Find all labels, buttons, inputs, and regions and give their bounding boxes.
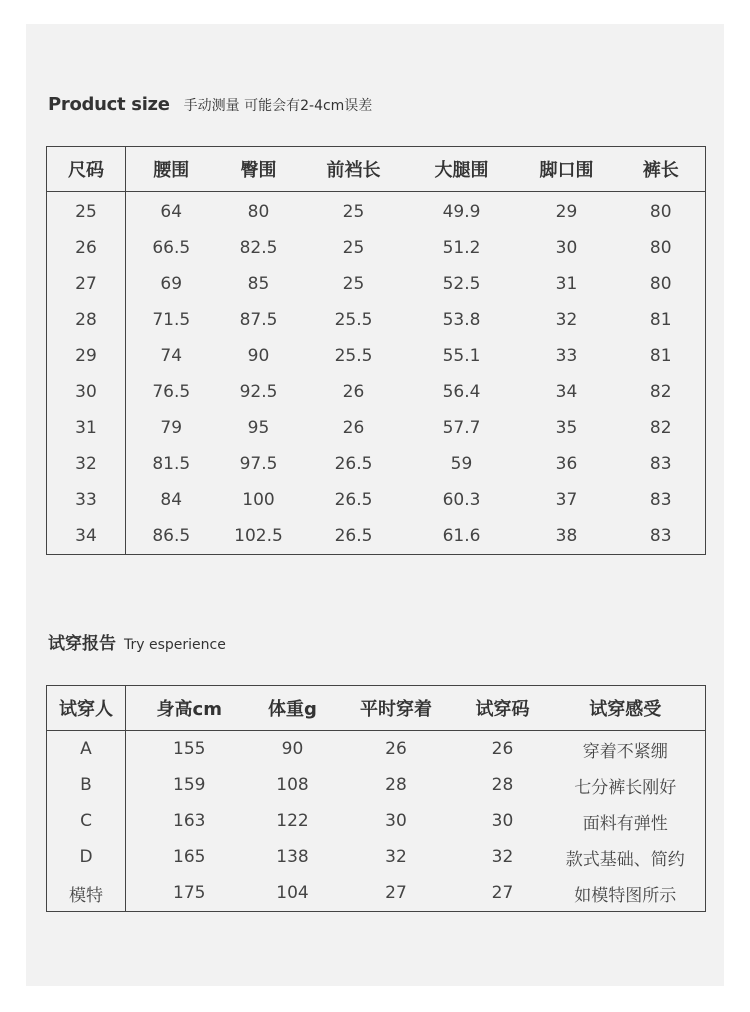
size-table (46, 146, 706, 555)
leg-opening-cell: 32 (555, 310, 578, 330)
leg-opening-cell: 35 (555, 418, 578, 438)
usual-size-cell: 30 (385, 811, 407, 831)
try-section-title: 试穿报告 (48, 634, 116, 654)
size-cell: 30 (47, 374, 126, 410)
try-table-header-row (47, 686, 706, 731)
hip-cell: 85 (247, 274, 270, 294)
tester-cell: D (47, 839, 126, 875)
size-section-subtitle: 手动测量 可能会有2-4cm误差 (183, 98, 373, 114)
thigh-cell: 57.7 (442, 418, 481, 438)
length-cell: 83 (649, 490, 672, 510)
table-row (47, 446, 706, 482)
hip-cell: 87.5 (239, 310, 278, 330)
length-cell: 83 (649, 454, 672, 474)
thigh-cell: 51.2 (442, 238, 481, 258)
front-rise-cell: 26.5 (334, 490, 373, 510)
weight-cell: 108 (276, 775, 309, 795)
try-section-heading (48, 629, 226, 654)
table-row (47, 266, 706, 302)
length-col-header: 裤长 (617, 147, 706, 192)
size-section-title: Product size (48, 94, 170, 115)
waist-cell: 64 (160, 202, 183, 222)
size-cell: 26 (47, 230, 126, 266)
tester-cell: A (47, 731, 126, 768)
feeling-col-header: 试穿感受 (546, 686, 706, 731)
thigh-col-header: 大腿围 (407, 147, 517, 192)
waist-cell: 69 (160, 274, 183, 294)
leg-opening-cell: 38 (555, 526, 578, 546)
front-rise-cell: 25 (342, 238, 365, 258)
height-cell: 155 (173, 739, 206, 759)
length-cell: 83 (649, 526, 672, 546)
front-rise-cell: 25.5 (334, 310, 373, 330)
waist-cell: 86.5 (152, 526, 191, 546)
feeling-cell: 面料有弹性 (582, 813, 668, 834)
tester-cell: C (47, 803, 126, 839)
tester-cell: 模特 (47, 875, 126, 912)
table-row (47, 374, 706, 410)
table-row (47, 338, 706, 374)
weight-cell: 122 (276, 811, 309, 831)
feeling-cell: 如模特图所示 (574, 885, 677, 906)
tried-size-cell: 26 (491, 739, 514, 759)
usual-size-cell: 26 (385, 739, 407, 759)
hip-cell: 102.5 (234, 526, 283, 546)
table-row (47, 803, 706, 839)
leg-opening-cell: 33 (555, 346, 578, 366)
waist-cell: 74 (160, 346, 183, 366)
thigh-cell: 49.9 (442, 202, 481, 222)
waist-col-header: 腰围 (126, 147, 217, 192)
length-cell: 82 (649, 382, 672, 402)
size-col-header: 尺码 (47, 147, 126, 192)
tried-size-cell: 27 (491, 883, 514, 903)
weight-col-header: 体重g (253, 686, 333, 731)
height-cell: 163 (173, 811, 206, 831)
leg-opening-col-header: 脚口围 (517, 147, 617, 192)
table-row (47, 875, 706, 912)
length-cell: 80 (649, 202, 672, 222)
waist-cell: 79 (160, 418, 183, 438)
size-cell: 27 (47, 266, 126, 302)
front-rise-cell: 26.5 (334, 526, 373, 546)
leg-opening-cell: 36 (555, 454, 578, 474)
table-row (47, 230, 706, 266)
length-cell: 81 (649, 346, 672, 366)
leg-opening-cell: 29 (555, 202, 578, 222)
feeling-cell: 款式基础、简约 (565, 849, 685, 870)
leg-opening-cell: 31 (555, 274, 578, 294)
leg-opening-cell: 34 (555, 382, 578, 402)
table-row (47, 302, 706, 338)
height-col-header: 身高cm (126, 686, 253, 731)
waist-cell: 81.5 (152, 454, 191, 474)
hip-cell: 90 (247, 346, 270, 366)
usual-size-cell: 27 (385, 883, 407, 903)
size-cell: 28 (47, 302, 126, 338)
thigh-cell: 61.6 (442, 526, 481, 546)
table-row (47, 518, 706, 555)
tried-size-cell: 30 (491, 811, 514, 831)
try-table (46, 685, 706, 912)
waist-cell: 76.5 (152, 382, 191, 402)
tried-size-cell: 28 (491, 775, 514, 795)
waist-cell: 71.5 (152, 310, 191, 330)
size-cell: 29 (47, 338, 126, 374)
waist-cell: 66.5 (152, 238, 191, 258)
weight-cell: 104 (276, 883, 309, 903)
length-cell: 80 (649, 274, 672, 294)
front-rise-cell: 25 (342, 274, 365, 294)
height-cell: 165 (173, 847, 206, 867)
front-rise-col-header: 前裆长 (301, 147, 407, 192)
usual-size-cell: 28 (385, 775, 407, 795)
table-row (47, 767, 706, 803)
tried-size-cell: 32 (491, 847, 514, 867)
size-cell: 25 (47, 192, 126, 231)
usual-size-col-header: 平时穿着 (333, 686, 460, 731)
thigh-cell: 53.8 (442, 310, 481, 330)
tester-col-header: 试穿人 (47, 686, 126, 731)
size-cell: 32 (47, 446, 126, 482)
feeling-cell: 七分裤长刚好 (574, 777, 677, 798)
try-section-subtitle: Try esperience (124, 637, 226, 653)
leg-opening-cell: 30 (555, 238, 578, 258)
feeling-cell: 穿着不紧绷 (582, 741, 668, 762)
thigh-cell: 60.3 (442, 490, 481, 510)
waist-cell: 84 (160, 490, 183, 510)
size-cell: 34 (47, 518, 126, 555)
length-cell: 82 (649, 418, 672, 438)
weight-cell: 138 (276, 847, 309, 867)
tried-size-col-header: 试穿码 (460, 686, 546, 731)
front-rise-cell: 26 (342, 382, 365, 402)
table-row (47, 731, 706, 768)
usual-size-cell: 32 (385, 847, 407, 867)
table-row (47, 839, 706, 875)
size-section-heading (48, 94, 372, 115)
front-rise-cell: 25 (342, 202, 365, 222)
hip-cell: 95 (247, 418, 270, 438)
hip-cell: 100 (242, 490, 275, 510)
table-row (47, 482, 706, 518)
leg-opening-cell: 37 (555, 490, 578, 510)
hip-cell: 80 (247, 202, 270, 222)
length-cell: 80 (649, 238, 672, 258)
size-cell: 31 (47, 410, 126, 446)
height-cell: 159 (173, 775, 206, 795)
table-row (47, 192, 706, 231)
size-table-header-row (47, 147, 706, 192)
thigh-cell: 55.1 (442, 346, 481, 366)
table-row (47, 410, 706, 446)
thigh-cell: 56.4 (442, 382, 481, 402)
length-cell: 81 (649, 310, 672, 330)
hip-cell: 97.5 (239, 454, 278, 474)
height-cell: 175 (173, 883, 206, 903)
hip-cell: 82.5 (239, 238, 278, 258)
front-rise-cell: 26.5 (334, 454, 373, 474)
hip-col-header: 臀围 (217, 147, 301, 192)
weight-cell: 90 (281, 739, 304, 759)
size-cell: 33 (47, 482, 126, 518)
thigh-cell: 52.5 (442, 274, 481, 294)
hip-cell: 92.5 (239, 382, 278, 402)
thigh-cell: 59 (450, 454, 473, 474)
front-rise-cell: 25.5 (334, 346, 373, 366)
tester-cell: B (47, 767, 126, 803)
front-rise-cell: 26 (342, 418, 365, 438)
